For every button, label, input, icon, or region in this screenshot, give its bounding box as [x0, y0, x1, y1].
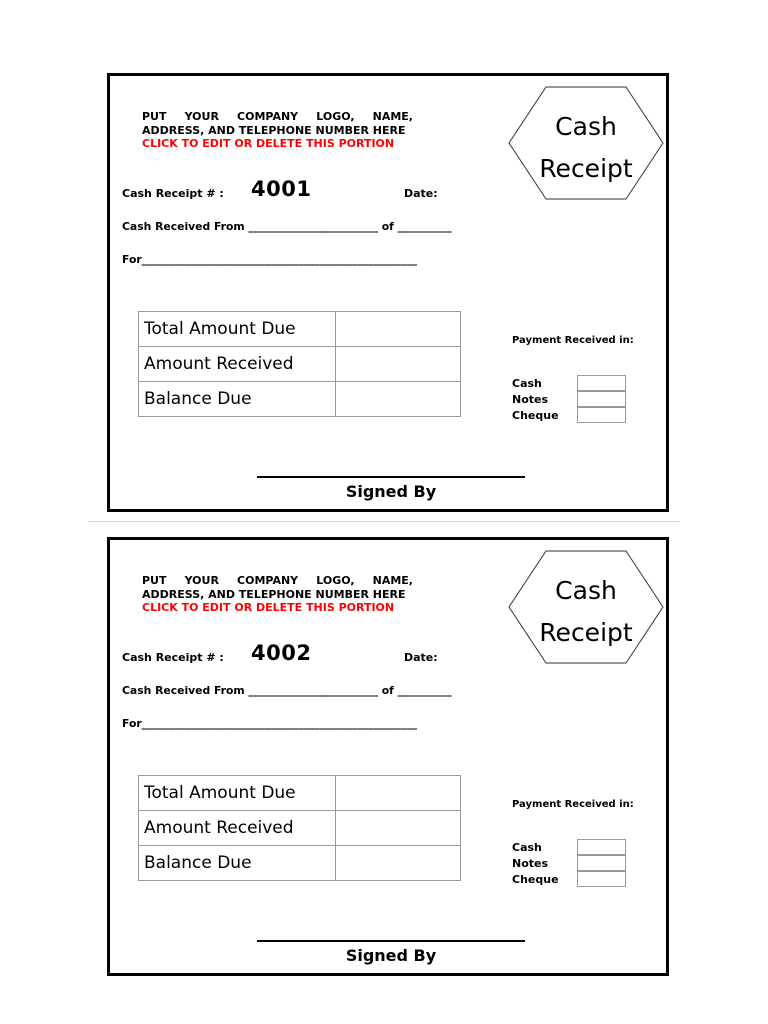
- edit-instruction: CLICK TO EDIT OR DELETE THIS PORTION: [142, 601, 395, 614]
- receipt-number: 4001: [251, 177, 312, 201]
- edit-instruction: CLICK TO EDIT OR DELETE THIS PORTION: [142, 137, 395, 150]
- amount-received-label: Amount Received: [139, 811, 336, 846]
- total-amount-due-value[interactable]: [336, 312, 461, 347]
- for-field[interactable]: For___________________________________________________: [122, 717, 418, 730]
- payment-notes-label: Notes: [512, 857, 549, 870]
- amount-received-value[interactable]: [336, 811, 461, 846]
- table-row: [139, 776, 461, 811]
- amount-table: [138, 311, 461, 417]
- total-amount-due-label: Total Amount Due: [139, 776, 336, 811]
- payment-cash-label: Cash: [512, 377, 542, 390]
- amount-received-label: Amount Received: [139, 347, 336, 382]
- receipt-number-label: Cash Receipt # :: [122, 187, 224, 200]
- date-label: Date:: [404, 651, 438, 664]
- payment-cheque-checkbox[interactable]: [577, 407, 626, 423]
- badge-title: [506, 106, 666, 190]
- date-label: Date:: [404, 187, 438, 200]
- total-amount-due-label: Total Amount Due: [139, 312, 336, 347]
- signature-line[interactable]: [257, 940, 525, 942]
- company-info-placeholder[interactable]: [142, 574, 413, 615]
- signature-line[interactable]: [257, 476, 525, 478]
- badge-line-1: Cash: [555, 112, 617, 141]
- for-field[interactable]: For___________________________________________________: [122, 253, 418, 266]
- company-line-1: PUT YOUR COMPANY LOGO, NAME,: [142, 110, 413, 123]
- payment-cash-checkbox[interactable]: [577, 839, 626, 855]
- receipt-number-label: Cash Receipt # :: [122, 651, 224, 664]
- amount-received-value[interactable]: [336, 347, 461, 382]
- company-line-2: ADDRESS, AND TELEPHONE NUMBER HERE: [142, 123, 406, 137]
- payment-notes-checkbox[interactable]: [577, 391, 626, 407]
- page-divider: [88, 521, 680, 522]
- payment-notes-label: Notes: [512, 393, 549, 406]
- badge-title: [506, 570, 666, 654]
- payment-cash-label: Cash: [512, 841, 542, 854]
- cash-receipt-badge: [506, 550, 666, 664]
- total-amount-due-value[interactable]: [336, 776, 461, 811]
- table-row: [139, 846, 461, 881]
- cash-receipt-4001: [107, 73, 669, 512]
- table-row: [139, 347, 461, 382]
- payment-cheque-label: Cheque: [512, 409, 559, 422]
- table-row: [139, 382, 461, 417]
- cash-receipt-badge: [506, 86, 666, 200]
- amount-table: [138, 775, 461, 881]
- payment-cheque-label: Cheque: [512, 873, 559, 886]
- table-row: [139, 811, 461, 846]
- signed-by-label: Signed By: [345, 482, 437, 501]
- badge-line-2: Receipt: [539, 154, 633, 183]
- company-line-1: PUT YOUR COMPANY LOGO, NAME,: [142, 574, 413, 587]
- payment-received-title: Payment Received in:: [512, 335, 634, 346]
- balance-due-label: Balance Due: [139, 846, 336, 881]
- company-line-2: ADDRESS, AND TELEPHONE NUMBER HERE: [142, 587, 406, 601]
- badge-line-1: Cash: [555, 576, 617, 605]
- signed-by-label: Signed By: [345, 946, 437, 965]
- payment-cheque-checkbox[interactable]: [577, 871, 626, 887]
- receipt-number: 4002: [251, 641, 312, 665]
- cash-receipt-4002: [107, 537, 669, 976]
- received-from-field[interactable]: Cash Received From ________________________ of __________: [122, 684, 452, 697]
- company-info-placeholder[interactable]: [142, 110, 413, 151]
- table-row: [139, 312, 461, 347]
- payment-cash-checkbox[interactable]: [577, 375, 626, 391]
- payment-notes-checkbox[interactable]: [577, 855, 626, 871]
- balance-due-value[interactable]: [336, 846, 461, 881]
- badge-line-2: Receipt: [539, 618, 633, 647]
- payment-received-title: Payment Received in:: [512, 799, 634, 810]
- received-from-field[interactable]: Cash Received From ________________________ of __________: [122, 220, 452, 233]
- balance-due-label: Balance Due: [139, 382, 336, 417]
- balance-due-value[interactable]: [336, 382, 461, 417]
